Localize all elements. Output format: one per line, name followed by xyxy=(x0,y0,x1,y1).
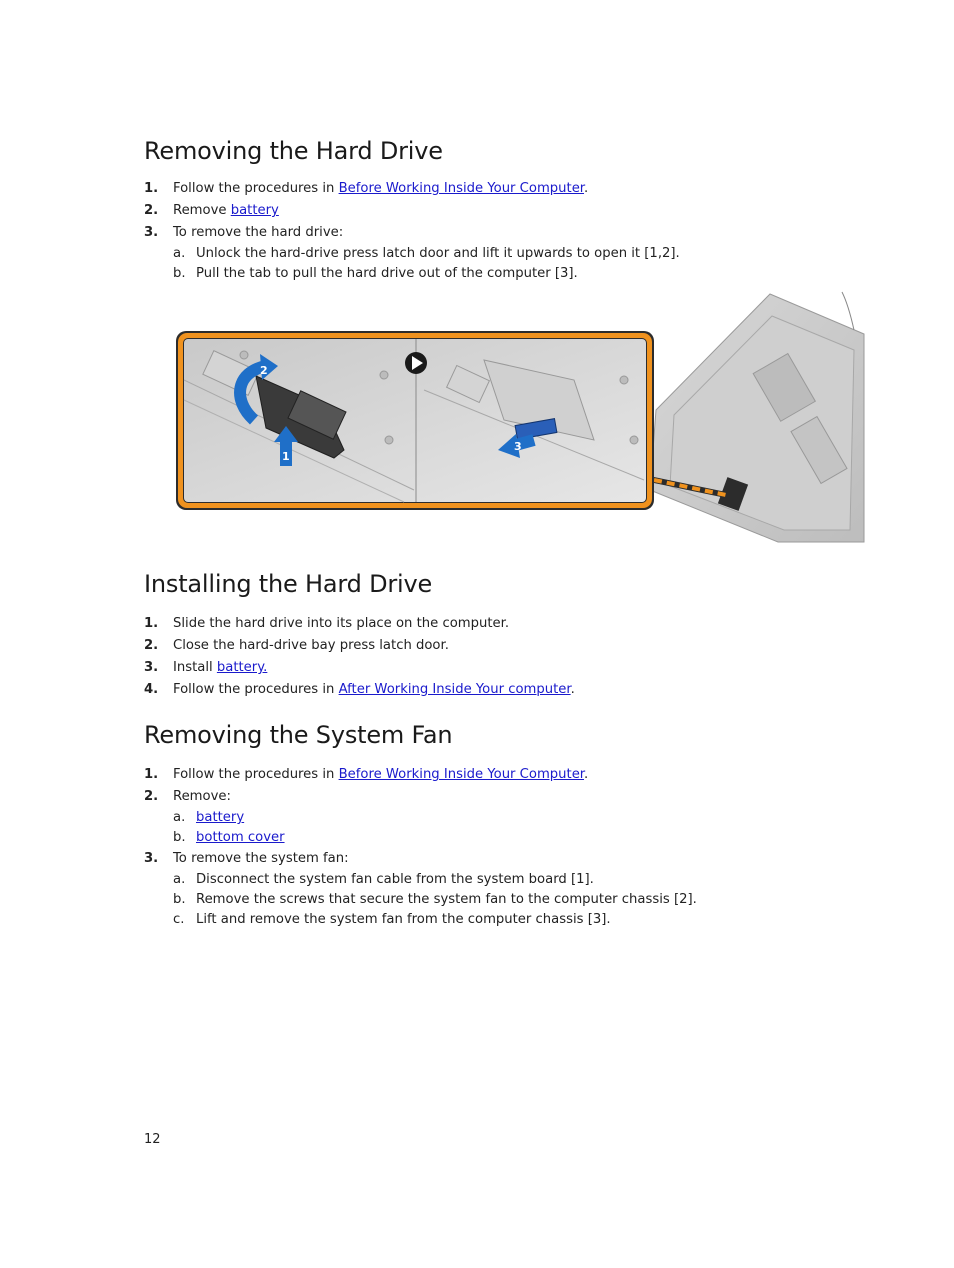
step-text-after: . xyxy=(570,682,575,697)
step-text: To remove the system fan: xyxy=(173,851,349,866)
step-text: To remove the hard drive: xyxy=(173,225,344,240)
step-text: Follow the procedures in xyxy=(173,682,339,697)
step-number: 3. xyxy=(144,225,159,240)
substep-text: Pull the tab to pull the hard drive out of the computer [3]. xyxy=(196,266,578,281)
step-text-after: . xyxy=(584,181,589,196)
substep-item xyxy=(173,264,864,284)
step-item xyxy=(144,222,864,284)
step-number: 1. xyxy=(144,616,159,631)
step-arrow-icon xyxy=(405,352,427,374)
substep-letter: a. xyxy=(173,246,186,261)
link-before-working[interactable]: Before Working Inside Your Computer xyxy=(338,767,585,782)
step-text-after: . xyxy=(584,767,589,782)
step-item xyxy=(144,200,864,222)
section-title-removing-hard-drive: Removing the Hard Drive xyxy=(144,137,443,165)
section-title-installing-hard-drive: Installing the Hard Drive xyxy=(144,570,433,598)
substep-item xyxy=(173,910,864,930)
section-title-removing-system-fan: Removing the System Fan xyxy=(144,721,453,749)
substep-text: Lift and remove the system fan from the computer chassis [3]. xyxy=(196,912,611,927)
step-text: Install xyxy=(173,660,217,675)
substep-item xyxy=(173,890,864,910)
installing-hard-drive-steps xyxy=(144,613,864,701)
substep-letter: a. xyxy=(173,872,186,887)
hard-drive-removal-illustration xyxy=(174,290,868,550)
substep-letter: b. xyxy=(173,892,186,907)
step-text: Slide the hard drive into its place on the computer. xyxy=(173,616,510,631)
step-item xyxy=(144,657,864,679)
step-item xyxy=(144,786,864,848)
step-number: 3. xyxy=(144,851,159,866)
step-item xyxy=(144,178,864,200)
step-item xyxy=(144,613,864,635)
step-text: Follow the procedures in xyxy=(173,767,339,782)
step-text: Remove: xyxy=(173,789,231,804)
substep-letter: b. xyxy=(173,266,186,281)
substep-item xyxy=(173,244,864,264)
step-number: 4. xyxy=(144,682,159,697)
step-item xyxy=(144,764,864,786)
laptop-bottom-view xyxy=(650,292,864,542)
removing-system-fan-steps xyxy=(144,764,864,930)
substeps xyxy=(173,244,864,284)
step-text: Remove xyxy=(173,203,231,218)
callout-1-label: 1 xyxy=(282,450,290,463)
page-number: 12 xyxy=(144,1132,161,1147)
substep-item xyxy=(173,870,864,890)
step-number: 2. xyxy=(144,638,159,653)
step-text: Follow the procedures in xyxy=(173,181,339,196)
removing-hard-drive-steps xyxy=(144,178,864,284)
link-bottom-cover[interactable]: bottom cover xyxy=(196,830,285,845)
step-item xyxy=(144,848,864,930)
substeps xyxy=(173,870,864,930)
step-number: 3. xyxy=(144,660,159,675)
substep-text: Remove the screws that secure the system fan to the computer chassis [2]. xyxy=(196,892,697,907)
step-number: 1. xyxy=(144,181,159,196)
substeps xyxy=(173,808,864,848)
step-number: 2. xyxy=(144,203,159,218)
step-number: 1. xyxy=(144,767,159,782)
link-before-working[interactable]: Before Working Inside Your Computer xyxy=(338,181,585,196)
illustration-svg xyxy=(174,290,868,550)
step-number: 2. xyxy=(144,789,159,804)
substep-item xyxy=(173,808,864,828)
link-battery[interactable]: battery. xyxy=(216,660,268,675)
link-battery[interactable]: battery xyxy=(230,203,279,218)
substep-letter: c. xyxy=(173,912,185,927)
callout-2-label: 2 xyxy=(260,364,268,377)
substep-text: Unlock the hard-drive press latch door and lift it upwards to open it [1,2]. xyxy=(196,246,680,261)
substep-letter: a. xyxy=(173,810,186,825)
substep-letter: b. xyxy=(173,830,186,845)
link-battery[interactable]: battery xyxy=(196,810,245,825)
callout-3-label: 3 xyxy=(514,440,522,453)
step-item xyxy=(144,679,864,701)
step-text: Close the hard-drive bay press latch door. xyxy=(173,638,449,653)
step-item xyxy=(144,635,864,657)
link-after-working[interactable]: After Working Inside Your computer xyxy=(338,682,571,697)
substep-item xyxy=(173,828,864,848)
substep-text: Disconnect the system fan cable from the system board [1]. xyxy=(196,872,594,887)
